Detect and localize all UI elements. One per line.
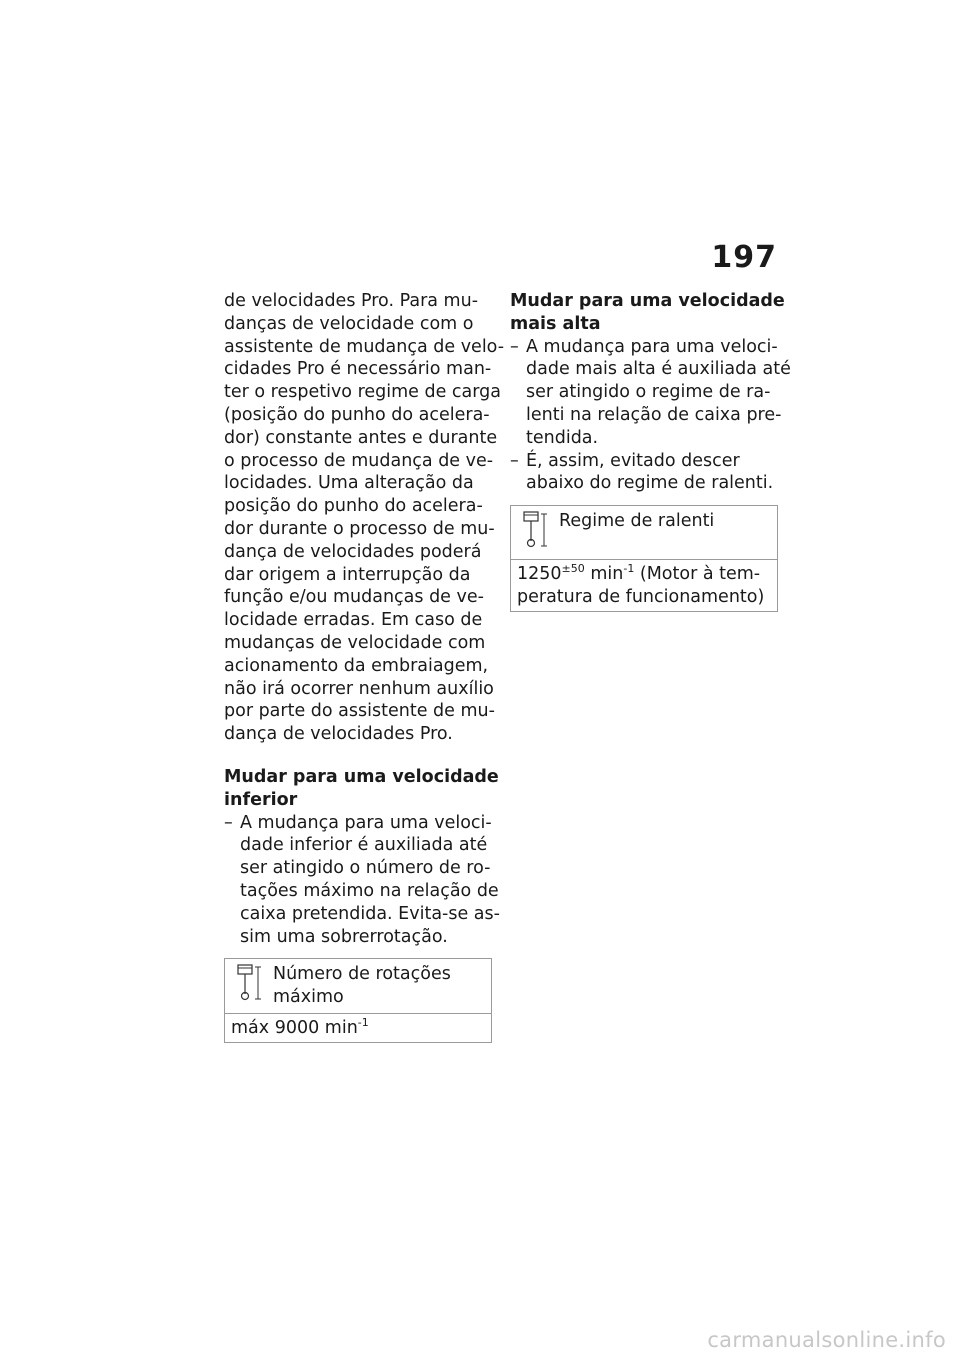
text-line: (posição do punho do acelera-: [224, 404, 490, 425]
text-line: dade mais alta é auxiliada até: [526, 359, 791, 380]
engine-piston-icon: [235, 963, 265, 1003]
list-item-downshift: [224, 812, 500, 949]
text-line: dar origem a interrupção da: [224, 564, 471, 585]
list-item-upshift: [510, 336, 791, 450]
dash-bullet: –: [224, 812, 233, 833]
heading-line: Mudar para uma velocidade: [510, 291, 785, 311]
text-line: por parte do assistente de mu-: [224, 701, 495, 722]
spec-value-text: máx 9000 min: [231, 1017, 358, 1038]
spec-value-line: peratura de funcionamento): [517, 586, 765, 607]
spec-label-line: Número de rotações: [273, 964, 451, 985]
text-line: lenti na relação de caixa pre-: [526, 404, 782, 425]
intro-paragraph: [224, 290, 505, 746]
text-line: dança de velocidades poderá: [224, 541, 482, 562]
text-line: o processo de mudança de ve-: [224, 450, 494, 471]
spec-value-exponent: -1: [357, 1016, 369, 1030]
text-line: posição do punho do acelera-: [224, 496, 483, 517]
spec-label: [273, 963, 451, 1009]
text-line: ser atingido o número de ro-: [240, 858, 491, 879]
right-column: [510, 290, 791, 612]
heading-line: inferior: [224, 789, 298, 810]
section-heading-upshift: [510, 290, 785, 336]
text-line: mudanças de velocidade com: [224, 632, 486, 653]
spec-label-line: máximo: [273, 987, 344, 1008]
spec-box-idle-speed: [510, 505, 778, 612]
list-item-avoid-idle: [510, 450, 778, 496]
text-line: sim uma sobrerrotação.: [240, 926, 448, 947]
section-heading-downshift: [224, 766, 499, 812]
text-line: tendida.: [526, 427, 599, 448]
spec-value-number: 1250: [517, 564, 562, 585]
dash-bullet: –: [510, 336, 519, 357]
text-line: de velocidades Pro. Para mu-: [224, 291, 479, 311]
spec-value: [511, 560, 777, 611]
text-line: tações máximo na relação de: [240, 880, 499, 901]
spec-value-line: [517, 563, 771, 586]
text-line: A mudança para uma veloci-: [526, 336, 778, 357]
page-number: 197: [711, 240, 777, 275]
spec-value-tolerance: ±50: [561, 562, 585, 576]
spec-label: Regime de ralenti: [559, 511, 715, 532]
dash-bullet: –: [510, 450, 519, 471]
left-column: [224, 290, 505, 1043]
text-line: É, assim, evitado descer: [526, 450, 740, 471]
text-line: A mudança para uma veloci-: [240, 812, 492, 833]
spec-header: [511, 506, 777, 560]
heading-line: Mudar para uma velocidade: [224, 766, 499, 787]
text-line: assistente de mudança de velo-: [224, 336, 505, 357]
text-line: dor) constante antes e durante: [224, 427, 498, 448]
watermark: carmanualsonline.info: [707, 1328, 946, 1352]
text-line: caixa pretendida. Evita-se as-: [240, 903, 500, 924]
text-line: função e/ou mudanças de ve-: [224, 587, 484, 608]
spec-value-note: (Motor à tem-: [634, 564, 761, 585]
spec-header: [225, 959, 491, 1014]
text-line: ser atingido o regime de ra-: [526, 382, 771, 403]
text-line: locidade erradas. Em caso de: [224, 610, 483, 631]
text-line: locidades. Uma alteração da: [224, 473, 474, 494]
text-line: dade inferior é auxiliada até: [240, 835, 488, 856]
heading-line: mais alta: [510, 313, 601, 334]
text-line: ter o respetivo regime de carga: [224, 382, 502, 403]
text-line: danças de velocidade com o: [224, 313, 474, 334]
text-line: cidades Pro é necessário man-: [224, 359, 492, 380]
engine-piston-icon: [521, 510, 551, 550]
text-line: dor durante o processo de mu-: [224, 518, 495, 539]
spec-box-max-rpm: [224, 958, 492, 1042]
spec-value: [225, 1014, 491, 1042]
text-line: não irá ocorrer nenhum auxílio: [224, 678, 494, 699]
text-line: dança de velocidades Pro.: [224, 724, 453, 745]
spec-value-exponent: -1: [623, 562, 635, 576]
text-line: abaixo do regime de ralenti.: [526, 473, 774, 494]
spec-value-unit: min: [584, 564, 624, 585]
text-line: acionamento da embraiagem,: [224, 655, 489, 676]
